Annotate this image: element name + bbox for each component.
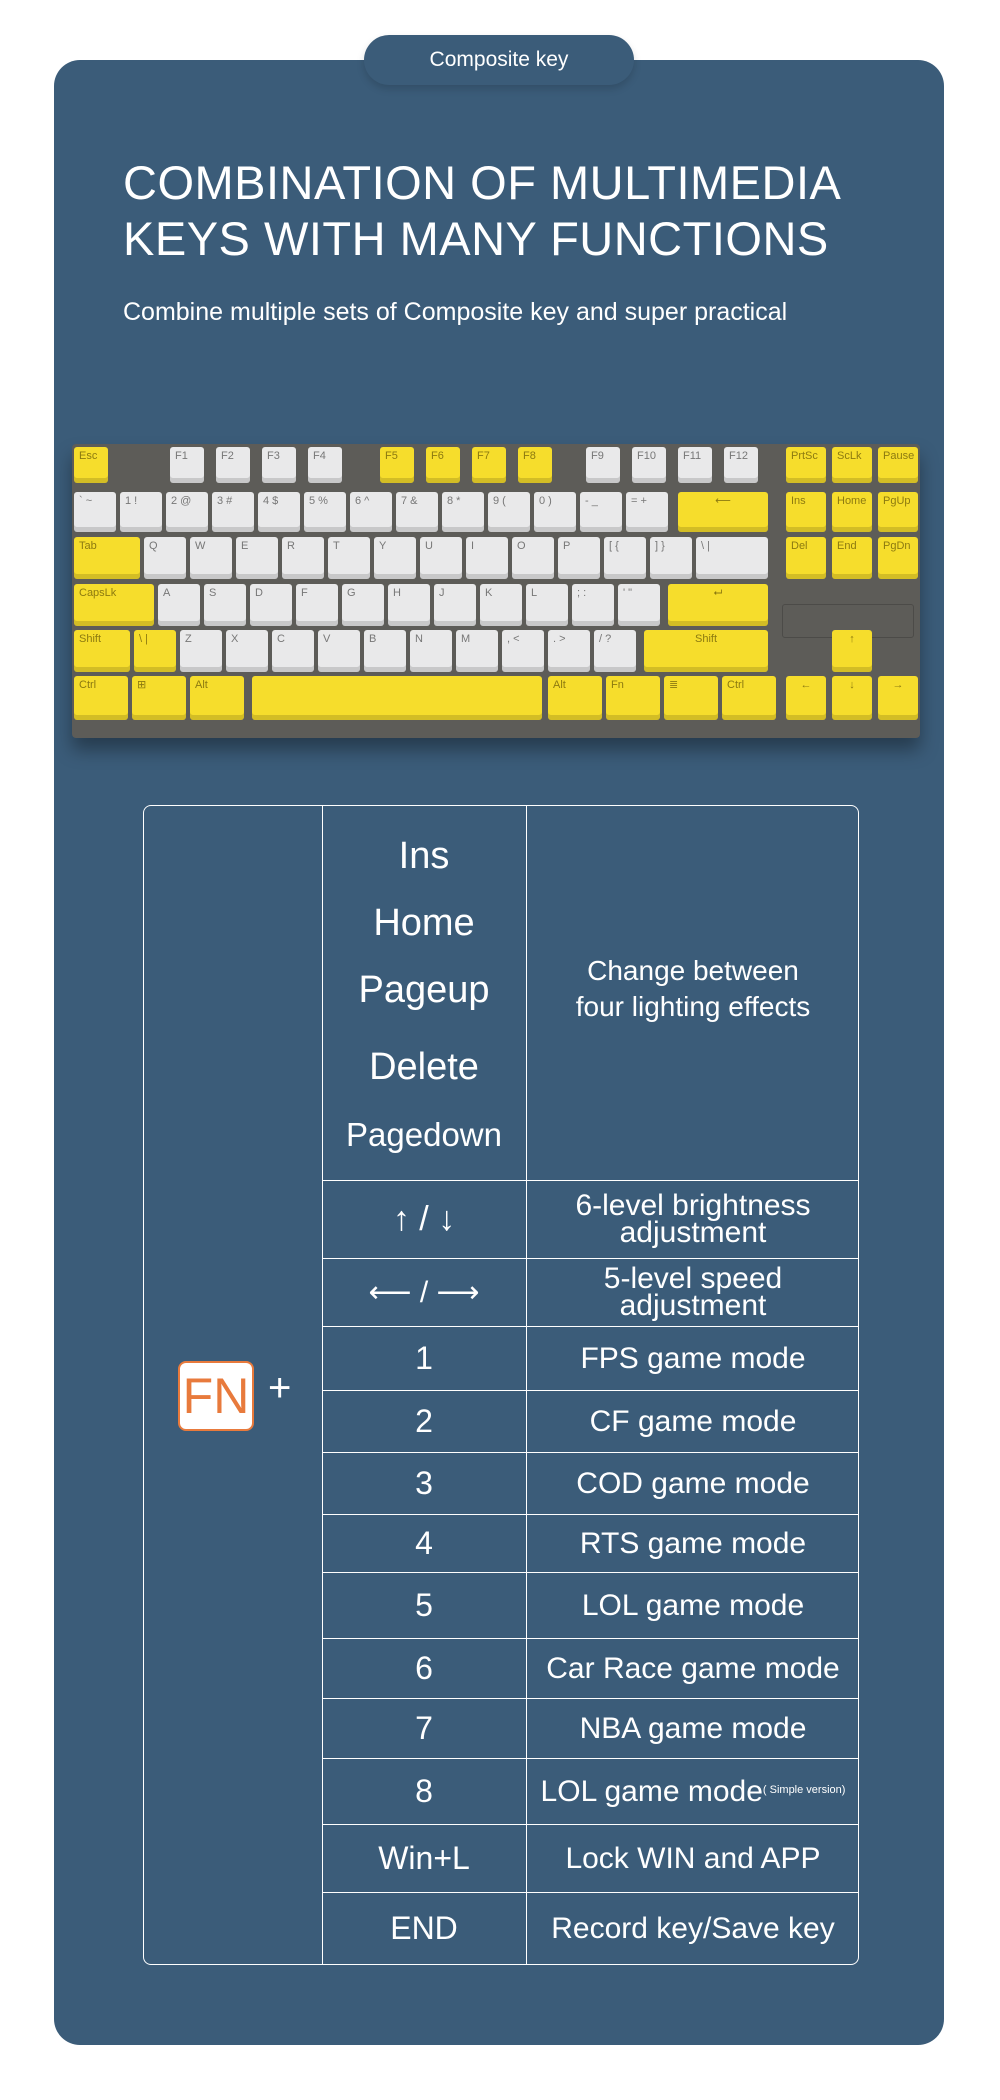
key-f4: F4 [308,447,342,483]
mode-4-key: 4 [415,1524,433,1561]
key-lbracket: [ { [604,537,646,579]
key-2: 2 @ [166,492,208,532]
end-desc-cell [526,1892,860,1964]
key-o: O [512,537,554,579]
lighting-desc-line-2: four lighting effects [575,990,811,1022]
mode-1-desc-cell [526,1326,860,1390]
key-slash: / ? [594,630,636,672]
key-8: 8 * [442,492,484,532]
key-p: P [558,537,600,579]
key-end: End [832,537,872,579]
key-7: 7 & [396,492,438,532]
key-l: L [526,584,568,626]
key-9: 9 ( [488,492,530,532]
key-1: 1 ! [120,492,162,532]
key-i: I [466,537,508,579]
mode-7-key: 7 [415,1709,433,1746]
key-f: F [296,584,338,626]
key-ins: Ins [786,492,826,532]
key-f6: F6 [426,447,460,483]
lighting-desc-cell [526,881,860,1096]
key-rbracket: ] } [650,537,692,579]
key-lctrl: Ctrl [74,676,128,720]
key-4: 4 $ [258,492,300,532]
win-l-key: Win+L [378,1839,470,1876]
mode-8-key-cell [322,1758,526,1824]
brightness-desc-line-1: 6-level brightness [575,1189,811,1222]
key-comma: , < [502,630,544,672]
mode-3-desc-cell [526,1452,860,1514]
lighting-keys-cell [322,806,526,1180]
key-label-home: Home [373,901,475,944]
key-arrow-right: → [878,676,918,720]
speed-desc-cell [526,1258,860,1326]
key-y: Y [374,537,416,579]
key-f5: F5 [380,447,414,483]
key-label-ins: Ins [398,834,450,877]
brightness-desc-line-2: adjustment [619,1216,767,1249]
key-backspace: ⟵ [678,492,768,532]
key-g: G [342,584,384,626]
key-j: J [434,584,476,626]
key-5: 5 % [304,492,346,532]
key-backslash: \ | [696,537,768,579]
key-label-delete: Delete [369,1045,479,1088]
key-6: 6 ^ [350,492,392,532]
key-prtsc: PrtSc [786,447,826,483]
end-desc: Record key/Save key [551,1911,835,1945]
key-enter: ⮠ [668,584,768,626]
mode-6-key-cell [322,1638,526,1698]
shortcut-table [143,805,859,1965]
key-space [252,676,542,720]
key-f11: F11 [678,447,712,483]
key-v: V [318,630,360,672]
mode-2-desc-cell [526,1390,860,1452]
title-line-2: KEYS WITH MANY FUNCTIONS [123,212,829,265]
brightness-keys: ↑ / ↓ [392,1199,456,1238]
key-f2: F2 [216,447,250,483]
key-period: . > [548,630,590,672]
key-0: 0 ) [534,492,576,532]
key-b: B [364,630,406,672]
key-pause: Pause [878,447,918,483]
key-f7: F7 [472,447,506,483]
mode-4-desc: RTS game mode [579,1526,807,1560]
key-f10: F10 [632,447,666,483]
key-sclk: ScLk [832,447,872,483]
mode-1-desc: FPS game mode [580,1341,806,1375]
key-u: U [420,537,462,579]
speed-key-cell [322,1258,526,1326]
key-e: E [236,537,278,579]
key-f8: F8 [518,447,552,483]
key-pgdn: PgDn [878,537,918,579]
mode-8-desc: LOL game mode [540,1774,763,1808]
key-f9: F9 [586,447,620,483]
key-iso-backslash: \ | [134,630,176,672]
key-home: Home [832,492,872,532]
mode-2-key: 2 [415,1402,433,1439]
mode-5-key-cell [322,1572,526,1638]
mode-6-desc-cell [526,1638,860,1698]
key-win: ⊞ [132,676,186,720]
key-z: Z [180,630,222,672]
key-d: D [250,584,292,626]
brightness-key-cell [322,1180,526,1258]
end-key-cell [322,1892,526,1964]
key-semicolon: ; : [572,584,614,626]
key-label-pagedown: Pagedown [346,1115,502,1153]
page-title [123,155,923,267]
key-capslock: CapsLk [74,584,154,626]
win-l-desc-cell [526,1824,860,1892]
mode-7-desc: NBA game mode [579,1711,807,1745]
end-key: END [390,1909,458,1946]
key-lalt: Alt [190,676,244,720]
keyboard-image [72,444,920,738]
key-backtick: ` ~ [74,492,116,532]
key-r: R [282,537,324,579]
key-del: Del [786,537,826,579]
mode-7-desc-cell [526,1698,860,1758]
key-q: Q [144,537,186,579]
key-arrow-up: ↑ [832,630,872,672]
mode-1-key-cell [322,1326,526,1390]
key-tab: Tab [74,537,140,579]
key-w: W [190,537,232,579]
key-a: A [158,584,200,626]
key-pgup: PgUp [878,492,918,532]
lighting-desc-line-1: Change between [587,954,799,986]
brightness-desc-cell [526,1180,860,1258]
mode-4-desc-cell [526,1514,860,1572]
mode-8-note: ( Simple version) [762,1784,846,1796]
mode-8-desc-cell [526,1758,860,1824]
win-l-desc: Lock WIN and APP [565,1841,821,1875]
key-f12: F12 [724,447,758,483]
fn-key-badge: FN [178,1361,254,1431]
speed-keys: ⟵ / ⟶ [368,1275,480,1309]
key-s: S [204,584,246,626]
mode-6-desc: Car Race game mode [546,1651,840,1685]
speed-desc-line-1: 5-level speed [603,1262,783,1295]
mode-8-key: 8 [415,1772,433,1809]
key-rctrl: Ctrl [722,676,776,720]
key-h: H [388,584,430,626]
key-m: M [456,630,498,672]
mode-5-key: 5 [415,1586,433,1623]
mode-5-desc: LOL game mode [581,1588,805,1622]
key-equals: = + [626,492,668,532]
key-k: K [480,584,522,626]
key-f3: F3 [262,447,296,483]
mode-4-key-cell [322,1514,526,1572]
mode-6-key: 6 [415,1649,433,1686]
plus-sign: + [268,1366,292,1410]
mode-3-key-cell [322,1452,526,1514]
mode-3-key: 3 [415,1464,433,1501]
composite-key-badge: Composite key [364,35,634,85]
mode-3-desc: COD game mode [576,1466,810,1500]
key-ralt: Alt [548,676,602,720]
key-rshift: Shift [644,630,768,672]
key-lshift: Shift [74,630,130,672]
key-arrow-down: ↓ [832,676,872,720]
key-minus: - _ [580,492,622,532]
key-c: C [272,630,314,672]
key-menu: ≣ [664,676,718,720]
win-l-key-cell [322,1824,526,1892]
mode-1-key: 1 [415,1339,433,1376]
mode-7-key-cell [322,1698,526,1758]
key-n: N [410,630,452,672]
title-line-1: COMBINATION OF MULTIMEDIA [123,156,842,209]
page-subtitle: Combine multiple sets of Composite key and super practical [123,298,788,326]
key-label-pageup: Pageup [358,968,490,1011]
key-t: T [328,537,370,579]
mode-2-desc: CF game mode [589,1404,797,1438]
key-esc: Esc [74,447,108,483]
speed-desc-line-2: adjustment [619,1289,767,1322]
key-quote: ' " [618,584,660,626]
key-f1: F1 [170,447,204,483]
key-x: X [226,630,268,672]
key-fn: Fn [606,676,660,720]
mode-5-desc-cell [526,1572,860,1638]
key-3: 3 # [212,492,254,532]
mode-2-key-cell [322,1390,526,1452]
key-arrow-left: ← [786,676,826,720]
